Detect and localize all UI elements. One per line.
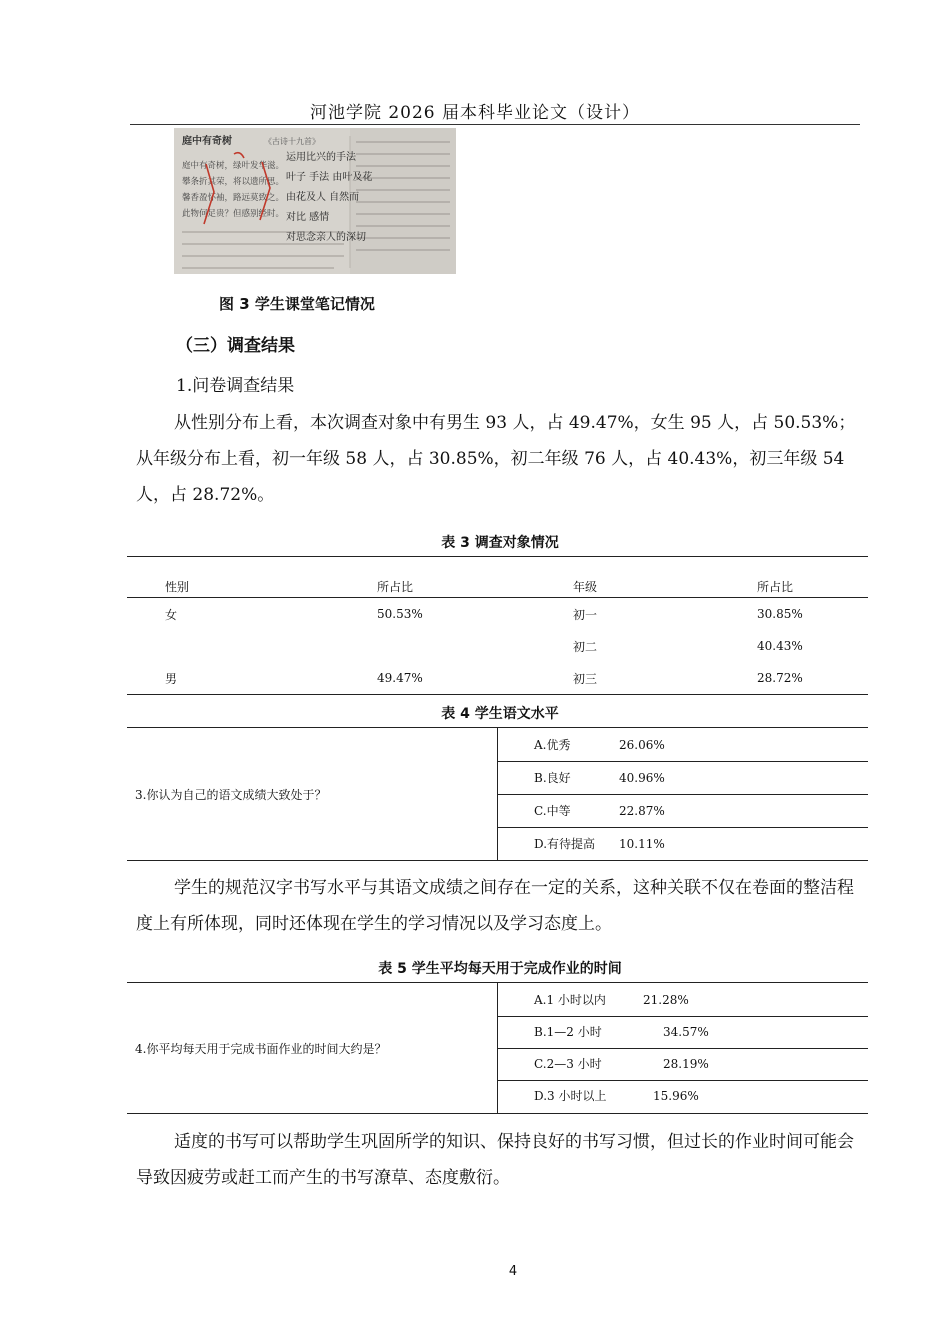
- table5-homework-time: [127, 982, 868, 1114]
- photo-poem-line: 馨香盈怀袖，路远莫致之。: [182, 193, 285, 203]
- photo-handwritten-note: 由花及人 自然而: [286, 192, 360, 203]
- table-cell: 男: [127, 662, 377, 695]
- section-title: （三）调查结果: [176, 336, 295, 356]
- option-label: A.1 小时以内: [534, 993, 606, 1007]
- option-label: B.1—2 小时: [534, 1025, 602, 1039]
- survey-option: [498, 728, 868, 762]
- table4-chinese-level: [127, 727, 868, 861]
- photo-handwritten-note: 对比 感情: [286, 212, 330, 223]
- table-header: 所占比: [757, 557, 868, 598]
- table-row: [127, 630, 868, 662]
- survey-question: 4.你平均每天用于完成书面作业的时间大约是？: [127, 983, 498, 1113]
- table-row: [127, 598, 868, 631]
- photo-handwritten-note: 对思念亲人的深切: [286, 232, 366, 243]
- table-cell: 30.85%: [757, 607, 803, 621]
- table-cell: 49.47%: [377, 662, 573, 695]
- option-percent: 10.11%: [619, 836, 665, 851]
- table-cell: [127, 630, 377, 662]
- survey-option: [498, 761, 868, 795]
- option-percent: 21.28%: [643, 992, 689, 1007]
- table3-respondents: [127, 556, 868, 695]
- option-label: C.2—3 小时: [534, 1057, 602, 1071]
- option-percent: 28.19%: [663, 1056, 709, 1071]
- table-header: 所占比: [377, 557, 573, 598]
- table-cell: 28.72%: [757, 662, 868, 695]
- student-notes-photo: [174, 128, 456, 274]
- survey-option: [498, 1015, 868, 1049]
- survey-question: 3.你认为自己的语文成绩大致处于？: [127, 728, 498, 860]
- table-header: 年级: [573, 557, 757, 598]
- option-percent: 34.57%: [663, 1024, 709, 1039]
- header-rule: [130, 124, 860, 125]
- table3-caption: 表 3 调查对象情况: [441, 535, 559, 551]
- page-number: 4: [508, 1264, 518, 1279]
- paragraph-homework-effect: 适度的书写可以帮助学生巩固所学的知识、保持良好的书写习惯，但过长的作业时间可能会导致因疲劳或赶工而产生的书写潦草、态度敷衍。: [136, 1132, 854, 1188]
- option-percent: 40.96%: [619, 770, 665, 785]
- table4-caption: 表 4 学生语文水平: [441, 706, 559, 722]
- option-label: B.良好: [534, 771, 571, 785]
- survey-option: [498, 794, 868, 828]
- table-row: [127, 662, 868, 695]
- photo-poem-source: 《古诗十九首》: [264, 137, 320, 146]
- option-percent: 22.87%: [619, 803, 665, 818]
- subsection-title: 1.问卷调查结果: [176, 376, 295, 396]
- photo-poem-line: 此物何足贵？但感别经时。: [182, 209, 285, 219]
- page-header-title: 河池学院 2026 届本科毕业论文（设计）: [309, 103, 641, 123]
- option-percent: 26.06%: [619, 737, 665, 752]
- table-cell: 初三: [573, 662, 757, 695]
- survey-option: [498, 1079, 868, 1112]
- table-cell: 初一: [573, 607, 598, 622]
- option-label: C.中等: [534, 804, 571, 818]
- option-label: A.优秀: [534, 738, 571, 752]
- table-cell: 40.43%: [757, 639, 803, 653]
- photo-poem-title: 庭中有奇树: [182, 136, 232, 147]
- photo-poem-line: 庭中有奇树，绿叶发华滋。: [182, 161, 285, 171]
- option-label: D.有待提高: [534, 837, 596, 851]
- option-label: D.3 小时以上: [534, 1089, 607, 1103]
- table-cell: 初二: [573, 639, 598, 654]
- paragraph-demographics: 从性别分布上看，本次调查对象中有男生 93 人，占 49.47%，女生 95 人，占 50.53%；从年级分布上看，初一年级 58 人，占 30.85%，初二年级 76 人，占 40.43%，初三年级 54 人，占 28.72%。: [136, 413, 856, 505]
- table5-caption: 表 5 学生平均每天用于完成作业的时间: [378, 961, 622, 977]
- paragraph-writing-relation: 学生的规范汉字书写水平与其语文成绩之间存在一定的关系，这种关联不仅在卷面的整洁程度上有所体现，同时还体现在学生的学习情况以及学习态度上。: [136, 878, 854, 934]
- table-cell: 女: [165, 607, 178, 622]
- photo-handwritten-note: 运用比兴的手法: [286, 152, 356, 163]
- photo-poem-line: 攀条折其荣，将以遗所思。: [182, 177, 285, 187]
- option-percent: 15.96%: [653, 1088, 699, 1103]
- survey-option: [498, 983, 868, 1017]
- photo-handwritten-note: 叶子 手法 由叶及花: [286, 172, 373, 183]
- survey-option: [498, 827, 868, 860]
- table-cell: [377, 630, 573, 662]
- figure-caption: 图 3 学生课堂笔记情况: [219, 295, 375, 313]
- table-header: 性别: [127, 557, 377, 598]
- survey-option: [498, 1047, 868, 1081]
- table-cell: 50.53%: [377, 607, 423, 621]
